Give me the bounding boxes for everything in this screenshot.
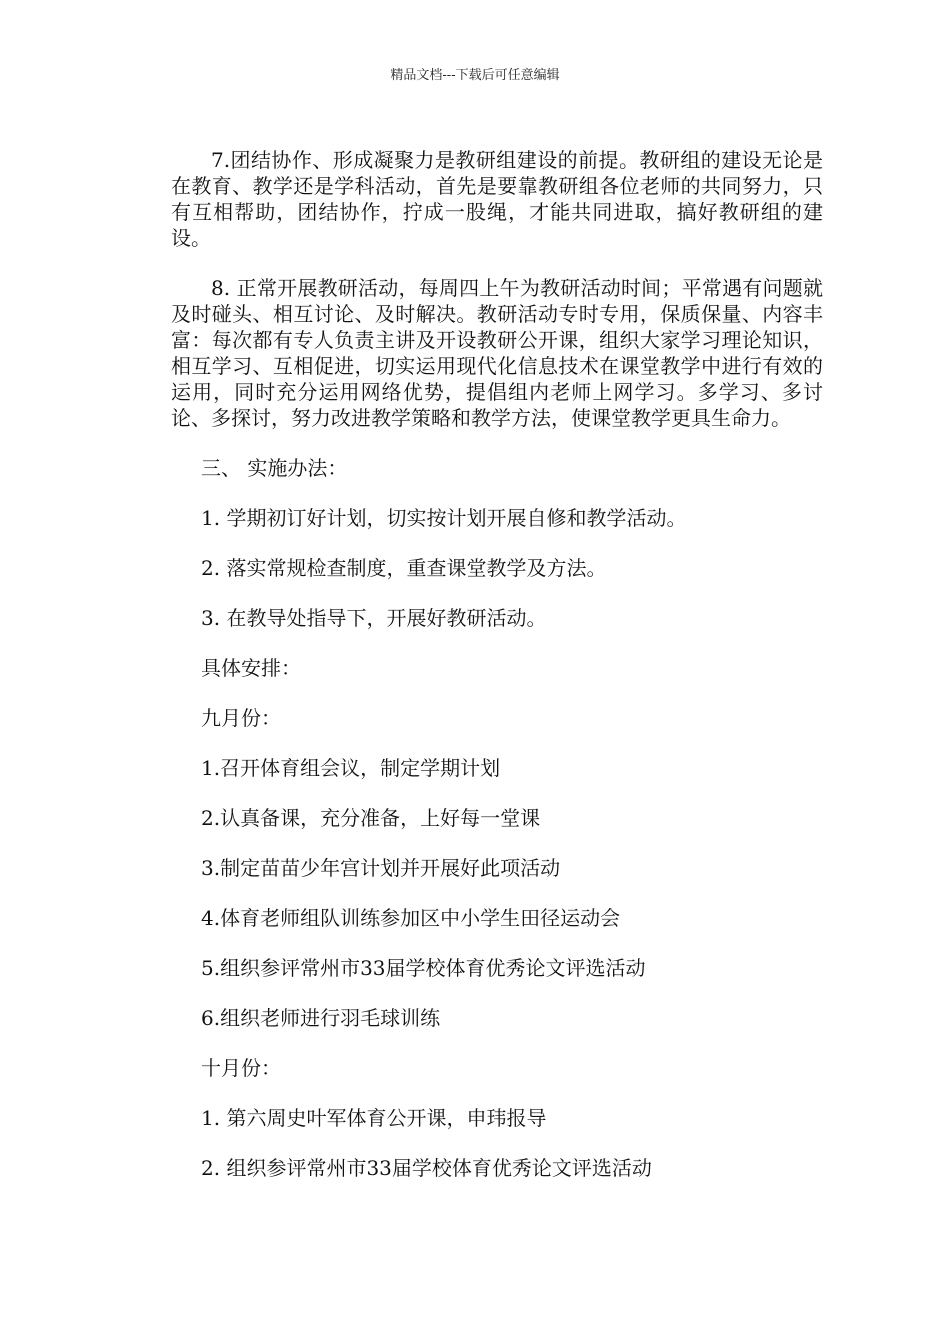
implementation-item-3: 3. 在教导处指导下，开展好教研活动。 [201,606,547,630]
schedule-heading: 具体安排： [201,656,301,680]
september-item-1: 1.召开体育组会议，制定学期计划 [201,756,501,780]
paragraph-8: 8. 正常开展教研活动，每周四上午为教研活动时间；平常遇有问题就及时碰头、相互讨论、及时解决。教研活动专时专用，保质保量、内容丰富：每次都有专人负责主讲及开设教研公开课，组织大家学习理论知识，相互学习、互相促进，切实运用现代化信息技术在课堂教学中进行有效的运用，同时充分运用网络优势，提倡组内老师上网学习。多学习、多讨论、多探讨，努力改进教学策略和教学方法，使课堂教学更具生命力。 [171,276,823,430]
october-item-1: 1. 第六周史叶军体育公开课，申玮报导 [201,1106,547,1130]
page-header: 精品文档---下载后可任意编辑 [390,68,560,83]
paragraph-7: 7.团结协作、形成凝聚力是教研组建设的前提。教研组的建设无论是在教育、教学还是学科活动，首先是要靠教研组各位老师的共同努力，只有互相帮助，团结协作，拧成一股绳，才能共同进取，搞好教研组的建设。 [171,148,823,250]
september-item-2: 2.认真备课，充分准备，上好每一堂课 [201,806,541,830]
implementation-item-2: 2. 落实常规检查制度，重查课堂教学及方法。 [201,556,607,580]
month-label-september: 九月份： [201,706,281,730]
september-item-3: 3.制定苗苗少年宫计划并开展好此项活动 [201,856,561,880]
implementation-item-1: 1. 学期初订好计划，切实按计划开展自修和教学活动。 [201,506,687,530]
september-item-5: 5.组织参评常州市33届学校体育优秀论文评选活动 [201,956,646,980]
september-item-4: 4.体育老师组队训练参加区中小学生田径运动会 [201,906,621,930]
october-item-2: 2. 组织参评常州市33届学校体育优秀论文评选活动 [201,1156,652,1180]
section-heading-implementation: 三、 实施办法： [201,456,348,480]
document-body [171,147,823,1181]
month-label-october: 十月份： [201,1056,281,1080]
september-item-6: 6.组织老师进行羽毛球训练 [201,1006,441,1030]
